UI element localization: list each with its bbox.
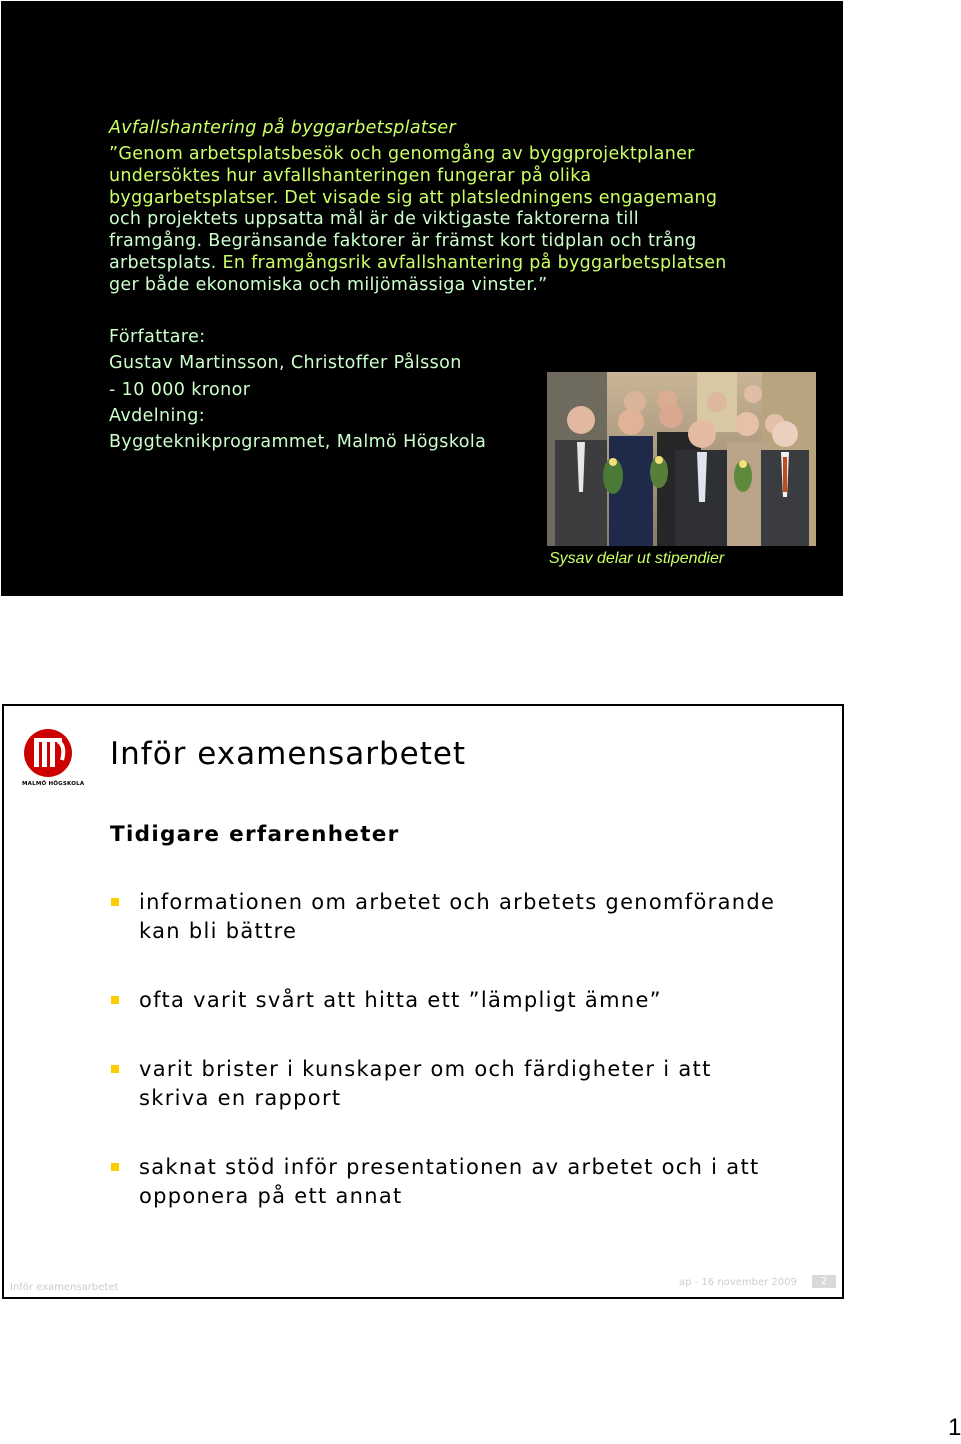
quote-segment: En framgångsrik avfallshantering på byggarbetsplatsen — [216, 252, 727, 273]
info-line: - 10 000 kronor — [109, 379, 251, 400]
bullet-item — [110, 1153, 830, 1211]
info-line: Gustav Martinsson, Christoffer Pålsson — [109, 353, 462, 374]
bullet-line: kan bli bättre — [139, 919, 298, 943]
slide1-author-info — [109, 324, 486, 455]
slide1-quote — [109, 144, 809, 297]
slide-2 — [2, 704, 844, 1299]
info-line: Byggteknikprogrammet, Malmö Högskola — [109, 432, 487, 453]
slide-footer-date: ap - 16 november 2009 — [679, 1277, 797, 1288]
bullet-line: ofta varit svårt att hitta ett ”lämpligt ämne” — [139, 988, 662, 1012]
square-bullet-icon — [111, 1065, 119, 1073]
document-page-number: 1 — [948, 1414, 961, 1441]
photo-caption: Sysav delar ut stipendier — [549, 550, 725, 567]
bullet-item — [110, 888, 830, 946]
slide2-title: Inför examensarbetet — [110, 736, 467, 772]
slide2-subtitle: Tidigare erfarenheter — [110, 822, 400, 847]
bullet-line: varit brister i kunskaper om och färdigheter i att — [139, 1057, 712, 1081]
info-line: Avdelning: — [109, 405, 206, 426]
slide1-heading: Avfallshantering på byggarbetsplatser — [109, 118, 456, 138]
square-bullet-icon — [111, 898, 119, 906]
quote-line: byggarbetsplatser. Det visade sig att platsledningens engagemang — [109, 187, 718, 208]
slide-1 — [1, 1, 843, 596]
bullet-list — [110, 888, 830, 1211]
quote-segment: arbetsplats. — [109, 252, 217, 273]
quote-line: ger både ekonomiska och miljömässiga vinster.” — [109, 274, 548, 295]
square-bullet-icon — [111, 1163, 119, 1171]
square-bullet-icon — [111, 996, 119, 1004]
group-photo-illustration — [547, 372, 816, 546]
bullet-line: saknat stöd inför presentationen av arbetet och i att — [139, 1155, 760, 1179]
logo-emblem-icon — [22, 726, 74, 780]
bullet-item — [110, 986, 830, 1015]
quote-line: och projektets uppsatta mål är de viktigaste faktorerna till — [109, 209, 639, 230]
logo-wordmark: MALMÖ HÖGSKOLA — [22, 781, 85, 787]
quote-line-mixed — [109, 253, 809, 275]
slide-footer-title: Inför examensarbetet — [10, 1282, 119, 1293]
quote-line: framgång. Begränsande faktorer är främst kort tidplan och trång — [109, 231, 697, 252]
slide-footer-page-number: 2 — [812, 1275, 836, 1288]
bullet-item — [110, 1055, 830, 1113]
malmo-hogskola-logo — [22, 726, 85, 788]
info-line: Författare: — [109, 327, 206, 347]
group-photo — [547, 372, 816, 546]
bullet-line: opponera på ett annat — [139, 1184, 403, 1208]
bullet-line: informationen om arbetet och arbetets genomförande — [139, 890, 776, 914]
quote-line: undersöktes hur avfallshanteringen fungerar på olika — [109, 165, 592, 186]
quote-line: ”Genom arbetsplatsbesök och genomgång av byggprojektplaner — [109, 144, 695, 164]
bullet-line: skriva en rapport — [139, 1086, 342, 1110]
